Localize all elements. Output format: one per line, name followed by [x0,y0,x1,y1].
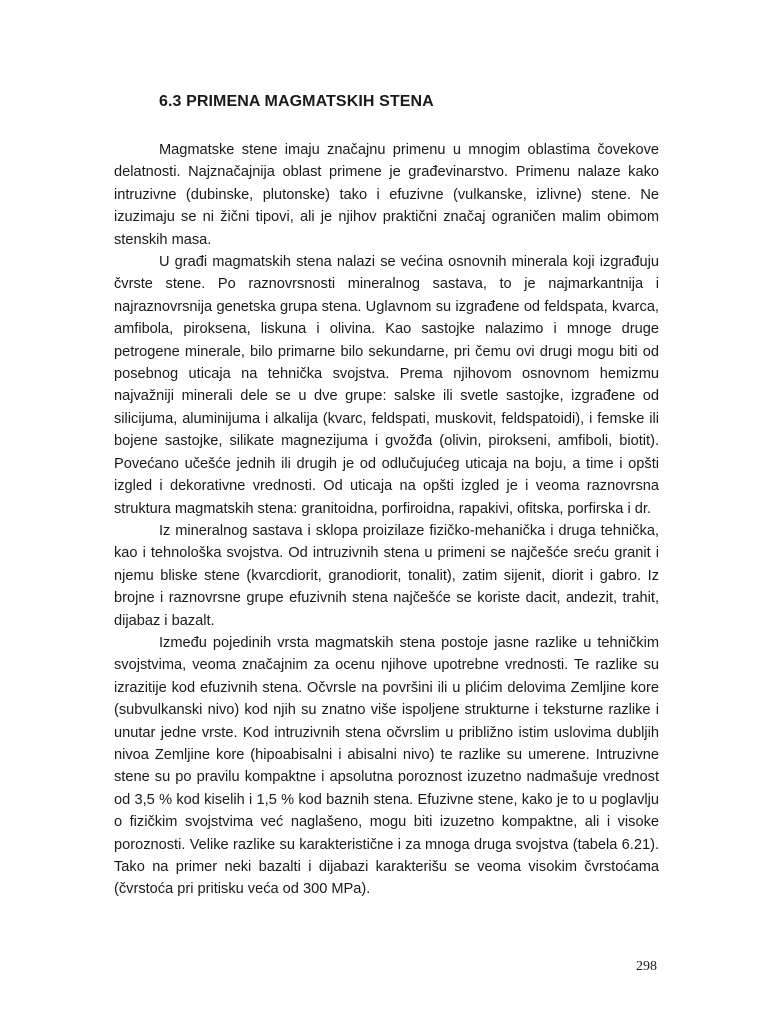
paragraph-3: Iz mineralnog sastava i sklopa proizilaze fizičko-mehanička i druga tehnička, kao i tehnološka svojstva. Od intruzivnih stena u primeni se najčešće sreću granit i njemu bliske stene (kvarcdiorit, granodiorit, tonalit), zatim sijenit, diorit i gabro. Iz brojne i raznovrsne grupe efuzivnih stena najčešće se koriste dacit, andezit, trahit, dijabaz i bazalt. [114,522,659,629]
page-number: 298 [636,959,657,974]
section-heading: 6.3 PRIMENA MAGMATSKIH STENA [159,93,434,110]
paragraph-2: U građi magmatskih stena nalazi se većina osnovnih minerala koji izgrađuju čvrste stene. Po raznovrsnosti mineralnog sastava, to je najmarkantnija i najraznovrsnija genetska grupa stena. Uglavnom su izgrađene od feldspata, kvarca, amfibola, piroksena, liskuna i olivina. Kao sastojke nalazimo i mnoge druge petrogene minerale, bilo primarne bilo sekundarne, pri čemu ovi drugi mogu biti od posebnog uticaja na tehnička svojstva. Prema njihovom osnovnom hemizmu najvažniji minerali dele se u dve grupe: salske ili svetle sastojke, izgrađene od silicijuma, aluminijuma i alkalija (kvarc, feldspati, muskovit, feldspatoidi), i femske ili bojene sastojke, silikate magnezijuma i gvožđa (olivin, pirokseni, amfiboli, biotit). Povećano učešće jednih ili drugih je od odlučujućeg uticaja na boju, a time i opšti izgled i dekorativne vrednosti. Od uticaja na opšti izgled je i veoma raznovrsna struktura magmatskih stena: granitoidna, porfiroidna, rapakivi, ofitska, porfirska i dr. [114,254,659,517]
paragraph-1: Magmatske stene imaju značajnu primenu u mnogim oblastima čovekove delatnosti. Najznačajnija oblast primene je građevinarstvo. Primenu nalaze kako intruzivne (dubinske, plutonske) tako i efuzivne (vulkanske, izlivne) stene. Ne izuzimaju se ni žični tipovi, ali je njihov praktični značaj ograničen malim obimom stenskih masa. [114,142,659,248]
body-text [114,139,659,901]
paragraph-4: Između pojedinih vrsta magmatskih stena postoje jasne razlike u tehničkim svojstvima, veoma značajnim za ocenu njihove upotrebne vrednosti. Te razlike su izrazitije kod efuzivnih stena. Očvrsle na površini ili u plićim delovima Zemljine kore (subvulkanski nivo) kod njih su znatno više ispoljene strukturne i teksturne razlike i unutar jedne vrste. Kod intruzivnih stena očvrslim u približno istim uslovima dubljih nivoa Zemljine kore (hipoabisalni i abisalni nivo) te razlike su umerene. Intruzivne stene su po pravilu kompaktne i apsolutna poroznost izuzetno nadmašuje vrednost od 3,5 % kod kiselih i 1,5 % kod baznih stena. Efuzivne stene, kako je to u poglavlju o fizičkim svojstvima već naglašeno, mogu biti izuzetno kompaktne, ali i visoke poroznosti. Velike razlike su karakteristične i za mnoga druga svojstva (tabela 6.21). Tako na primer neki bazalti i dijabazi karakterišu se veoma visokim čvrstoćama (čvrstoća pri pritisku veća od 300 MPa). [114,634,659,898]
